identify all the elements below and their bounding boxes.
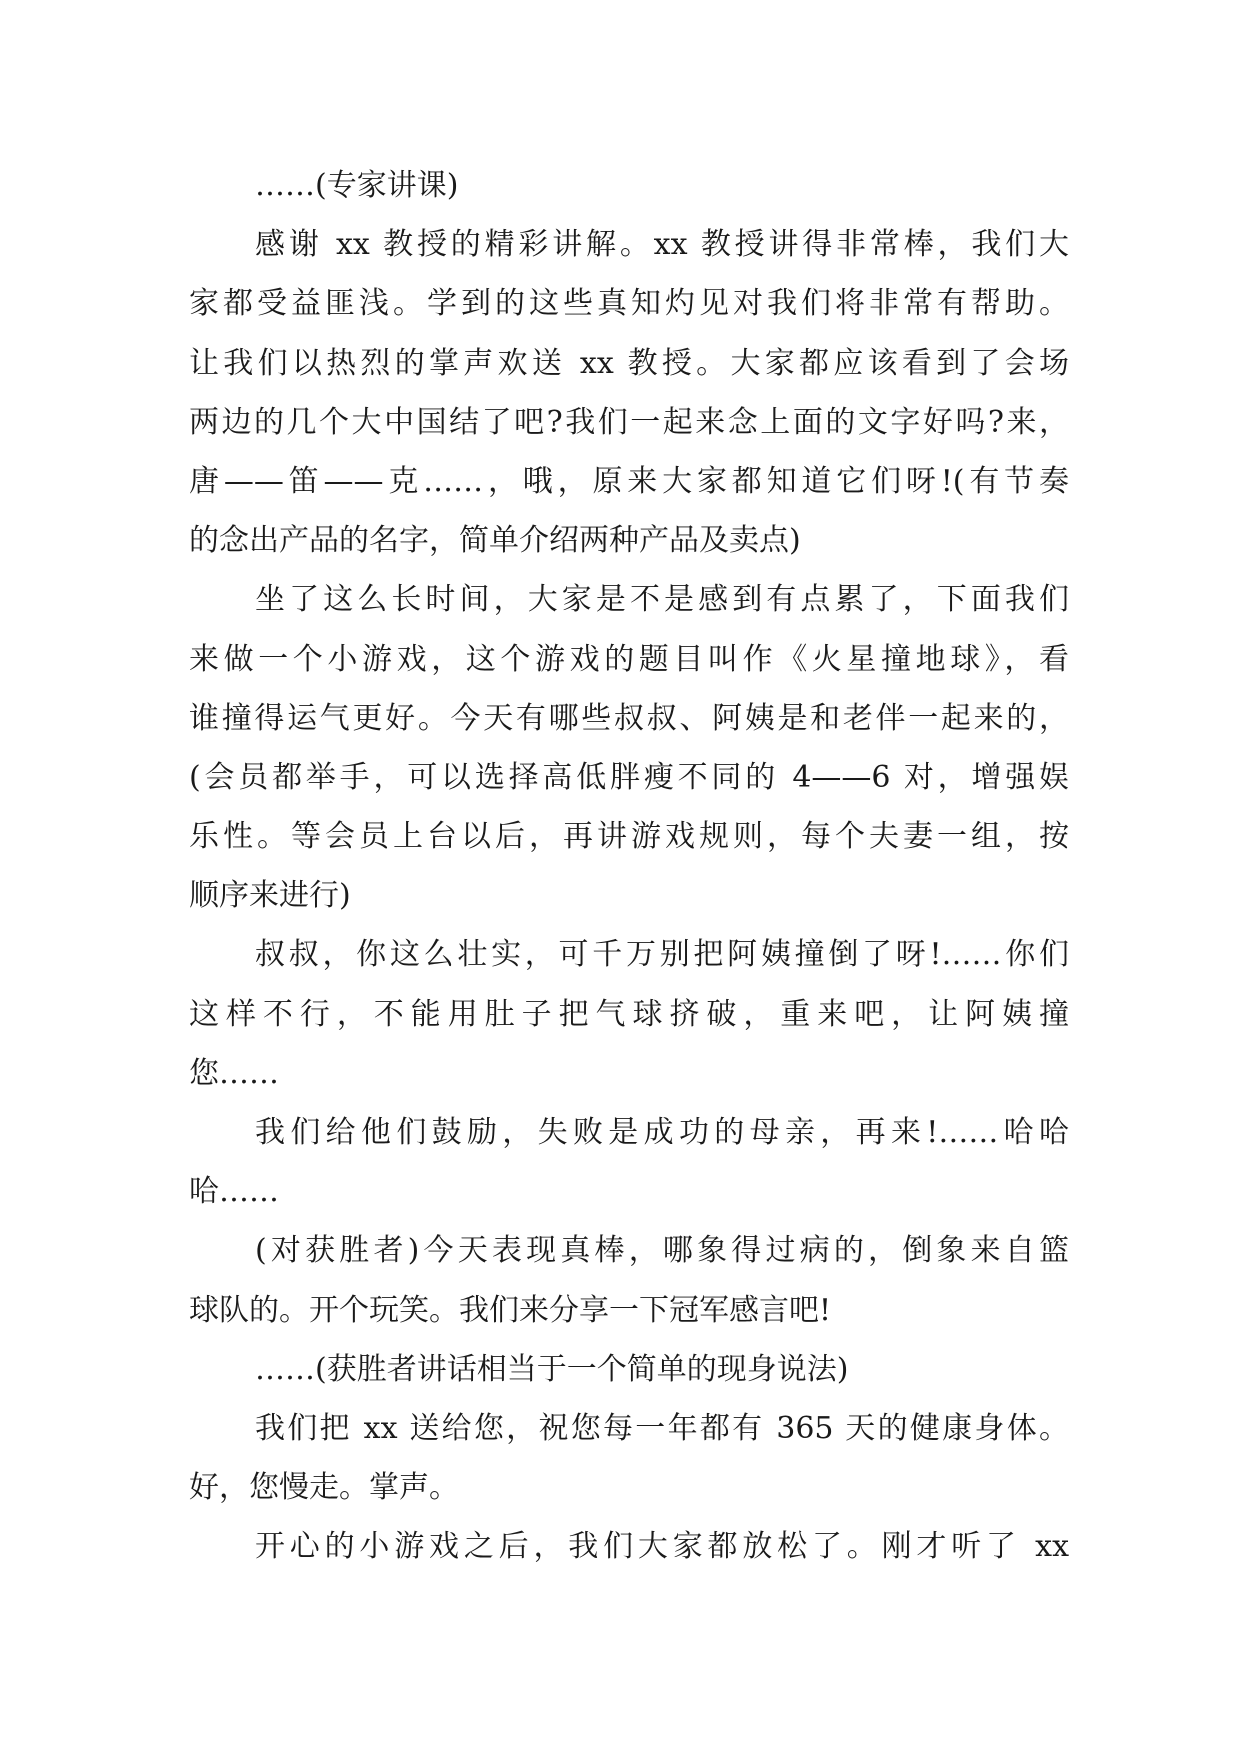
text-line: 我们给他们鼓励，失败是成功的母亲，再来!……哈哈 (255, 1115, 1069, 1150)
text-line: 我们把 xx 送给您，祝您每一年都有 365 天的健康身体。 (255, 1410, 1069, 1446)
text-line: 叔叔，你这么壮实，可千万别把阿姨撞倒了呀!……你们 (255, 937, 1069, 973)
text-line: 感谢 xx 教授的精彩讲解。xx 教授讲得非常棒，我们大 (255, 227, 1069, 263)
text-line: 来做一个小游戏，这个游戏的题目叫作《火星撞地球》，看 (189, 641, 1069, 677)
text-line: (会员都举手，可以选择高低胖瘦不同的 4——6 对，增强娱 (189, 759, 1069, 795)
text-line: 哈…… (189, 1174, 279, 1210)
text-line: 开心的小游戏之后，我们大家都放松了。刚才听了 xx (255, 1529, 1069, 1565)
text-line: (对获胜者)今天表现真棒，哪象得过病的，倒象来自篮 (255, 1233, 1069, 1269)
text-line: 谁撞得运气更好。今天有哪些叔叔、阿姨是和老伴一起来的， (189, 700, 1069, 736)
text-line: 让我们以热烈的掌声欢送 xx 教授。大家都应该看到了会场 (189, 345, 1069, 381)
text-line: 家都受益匪浅。学到的这些真知灼见对我们将非常有帮助。 (189, 286, 1069, 322)
text-line: 球队的。开个玩笑。我们来分享一下冠军感言吧! (189, 1292, 832, 1328)
text-line: 两边的几个大中国结了吧?我们一起来念上面的文字好吗?来， (189, 404, 1069, 440)
text-line: ……(获胜者讲话相当于一个简单的现身说法) (255, 1351, 849, 1387)
text-line: ……(专家讲课) (255, 168, 459, 203)
text-line: 您…… (189, 1055, 279, 1091)
document-body (189, 156, 1069, 1577)
text-line: 这样不行，不能用肚子把气球挤破，重来吧，让阿姨撞 (189, 996, 1069, 1032)
text-line: 唐——笛——克……，哦，原来大家都知道它们呀!(有节奏 (189, 463, 1069, 499)
text-line: 乐性。等会员上台以后，再讲游戏规则，每个夫妻一组，按 (189, 819, 1069, 855)
text-line: 好，您慢走。掌声。 (189, 1470, 459, 1506)
text-line: 顺序来进行) (189, 878, 351, 914)
text-line: 的念出产品的名字，简单介绍两种产品及卖点) (189, 523, 801, 559)
text-line: 坐了这么长时间，大家是不是感到有点累了，下面我们 (255, 582, 1069, 618)
